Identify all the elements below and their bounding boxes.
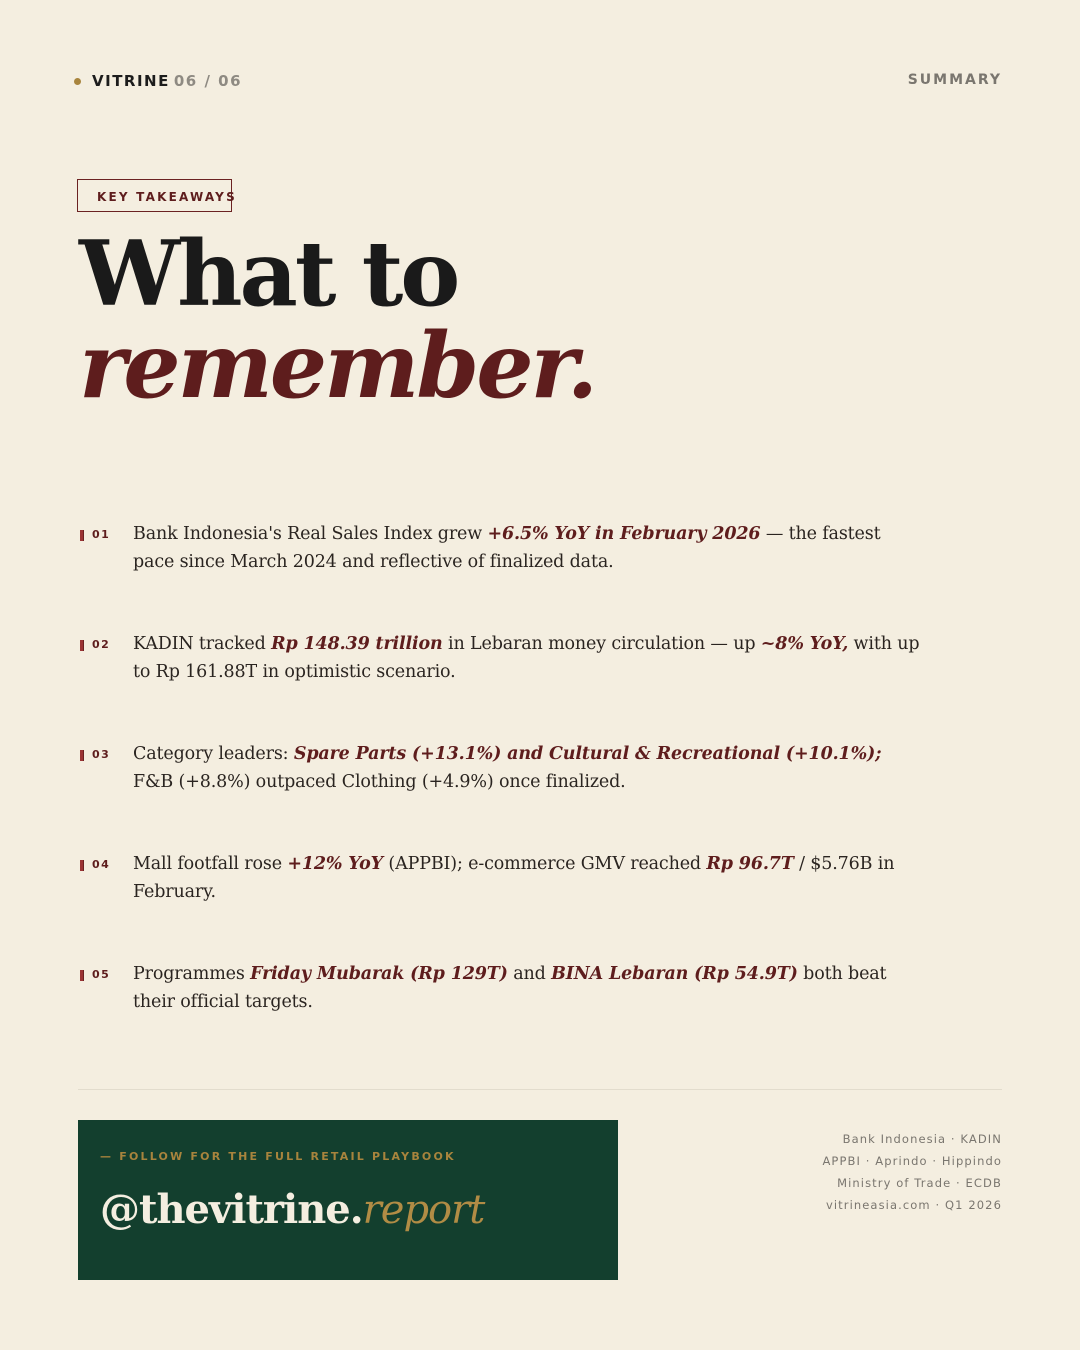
social-handle[interactable] [100,1186,484,1233]
follow-card[interactable] [78,1120,618,1280]
highlight-text: BINA Lebaran (Rp 54.9T) [551,964,798,984]
source-line: APPBI · Aprindo · Hippindo [822,1154,1002,1168]
highlight-text: +12% YoY [287,854,383,874]
body-text: F&B (+8.8%) outpaced Clothing (+4.9%) once finalized. [133,772,626,792]
handle-accent: report [362,1187,485,1233]
title-line-1: What to [79,221,458,327]
body-text: (APPBI); e-commerce GMV reached [383,854,707,874]
tag-label: KEY TAKEAWAYS [97,190,237,204]
takeaway-text [133,740,923,796]
takeaway-text [133,630,923,686]
body-text: KADIN tracked [133,634,272,654]
brand-dot-icon [74,78,81,85]
body-text: — the fastest pace since March 2024 and reflective of finalized data. [133,524,881,572]
takeaway-text [133,520,923,576]
takeaway-text [133,850,923,906]
sources-list [822,1128,1002,1216]
body-text: in Lebaran money circulation — up [442,634,761,654]
bullet-mark-icon [80,860,83,871]
body-text: both beat their official targets. [133,964,887,1012]
top-bar [74,72,1002,96]
footer-divider [78,1089,1002,1090]
body-text: Bank Indonesia's Real Sales Index grew [133,524,488,544]
highlight-text: Friday Mubarak (Rp 129T) [250,964,508,984]
takeaway-text [133,960,923,1016]
brand-name: VITRINE [92,72,170,90]
follow-kicker: — FOLLOW FOR THE FULL RETAIL PLAYBOOK [100,1150,456,1163]
bullet-mark-icon [80,750,83,761]
page-indicator: 06 / 06 [173,72,243,90]
bullet-mark-icon [80,970,83,981]
bullet-mark-icon [80,530,83,541]
body-text: Category leaders: [133,744,294,764]
bullet-mark-icon [80,640,83,651]
page-title [79,221,596,419]
takeaway-number: 04 [92,858,111,871]
title-line-2: remember. [79,313,596,419]
brand-mark [74,72,242,90]
takeaway-number: 01 [92,528,111,541]
highlight-text: Spare Parts (+13.1%) and Cultural & Recreational (+10.1%); [293,744,882,764]
highlight-text: Rp 148.39 trillion [271,634,443,654]
highlight-text: Rp 96.7T [706,854,794,874]
key-takeaways-tag [77,179,237,212]
section-label: SUMMARY [907,72,1002,88]
takeaway-number: 03 [92,748,111,761]
highlight-text: +6.5% YoY in February 2026 [487,524,761,544]
source-line: vitrineasia.com · Q1 2026 [825,1198,1002,1212]
handle-main: @thevitrine. [100,1186,363,1233]
takeaway-number: 02 [92,638,111,651]
highlight-text: ~8% YoY, [760,634,849,654]
source-line: Bank Indonesia · KADIN [842,1132,1002,1146]
body-text: Programmes [133,964,251,984]
source-line: Ministry of Trade · ECDB [837,1176,1002,1190]
body-text: Mall footfall rose [133,854,288,874]
body-text: with up to Rp 161.88T in optimistic scenario. [133,634,920,682]
takeaway-number: 05 [92,968,111,981]
body-text: and [507,964,552,984]
body-text: / $5.76B in February. [133,854,895,902]
